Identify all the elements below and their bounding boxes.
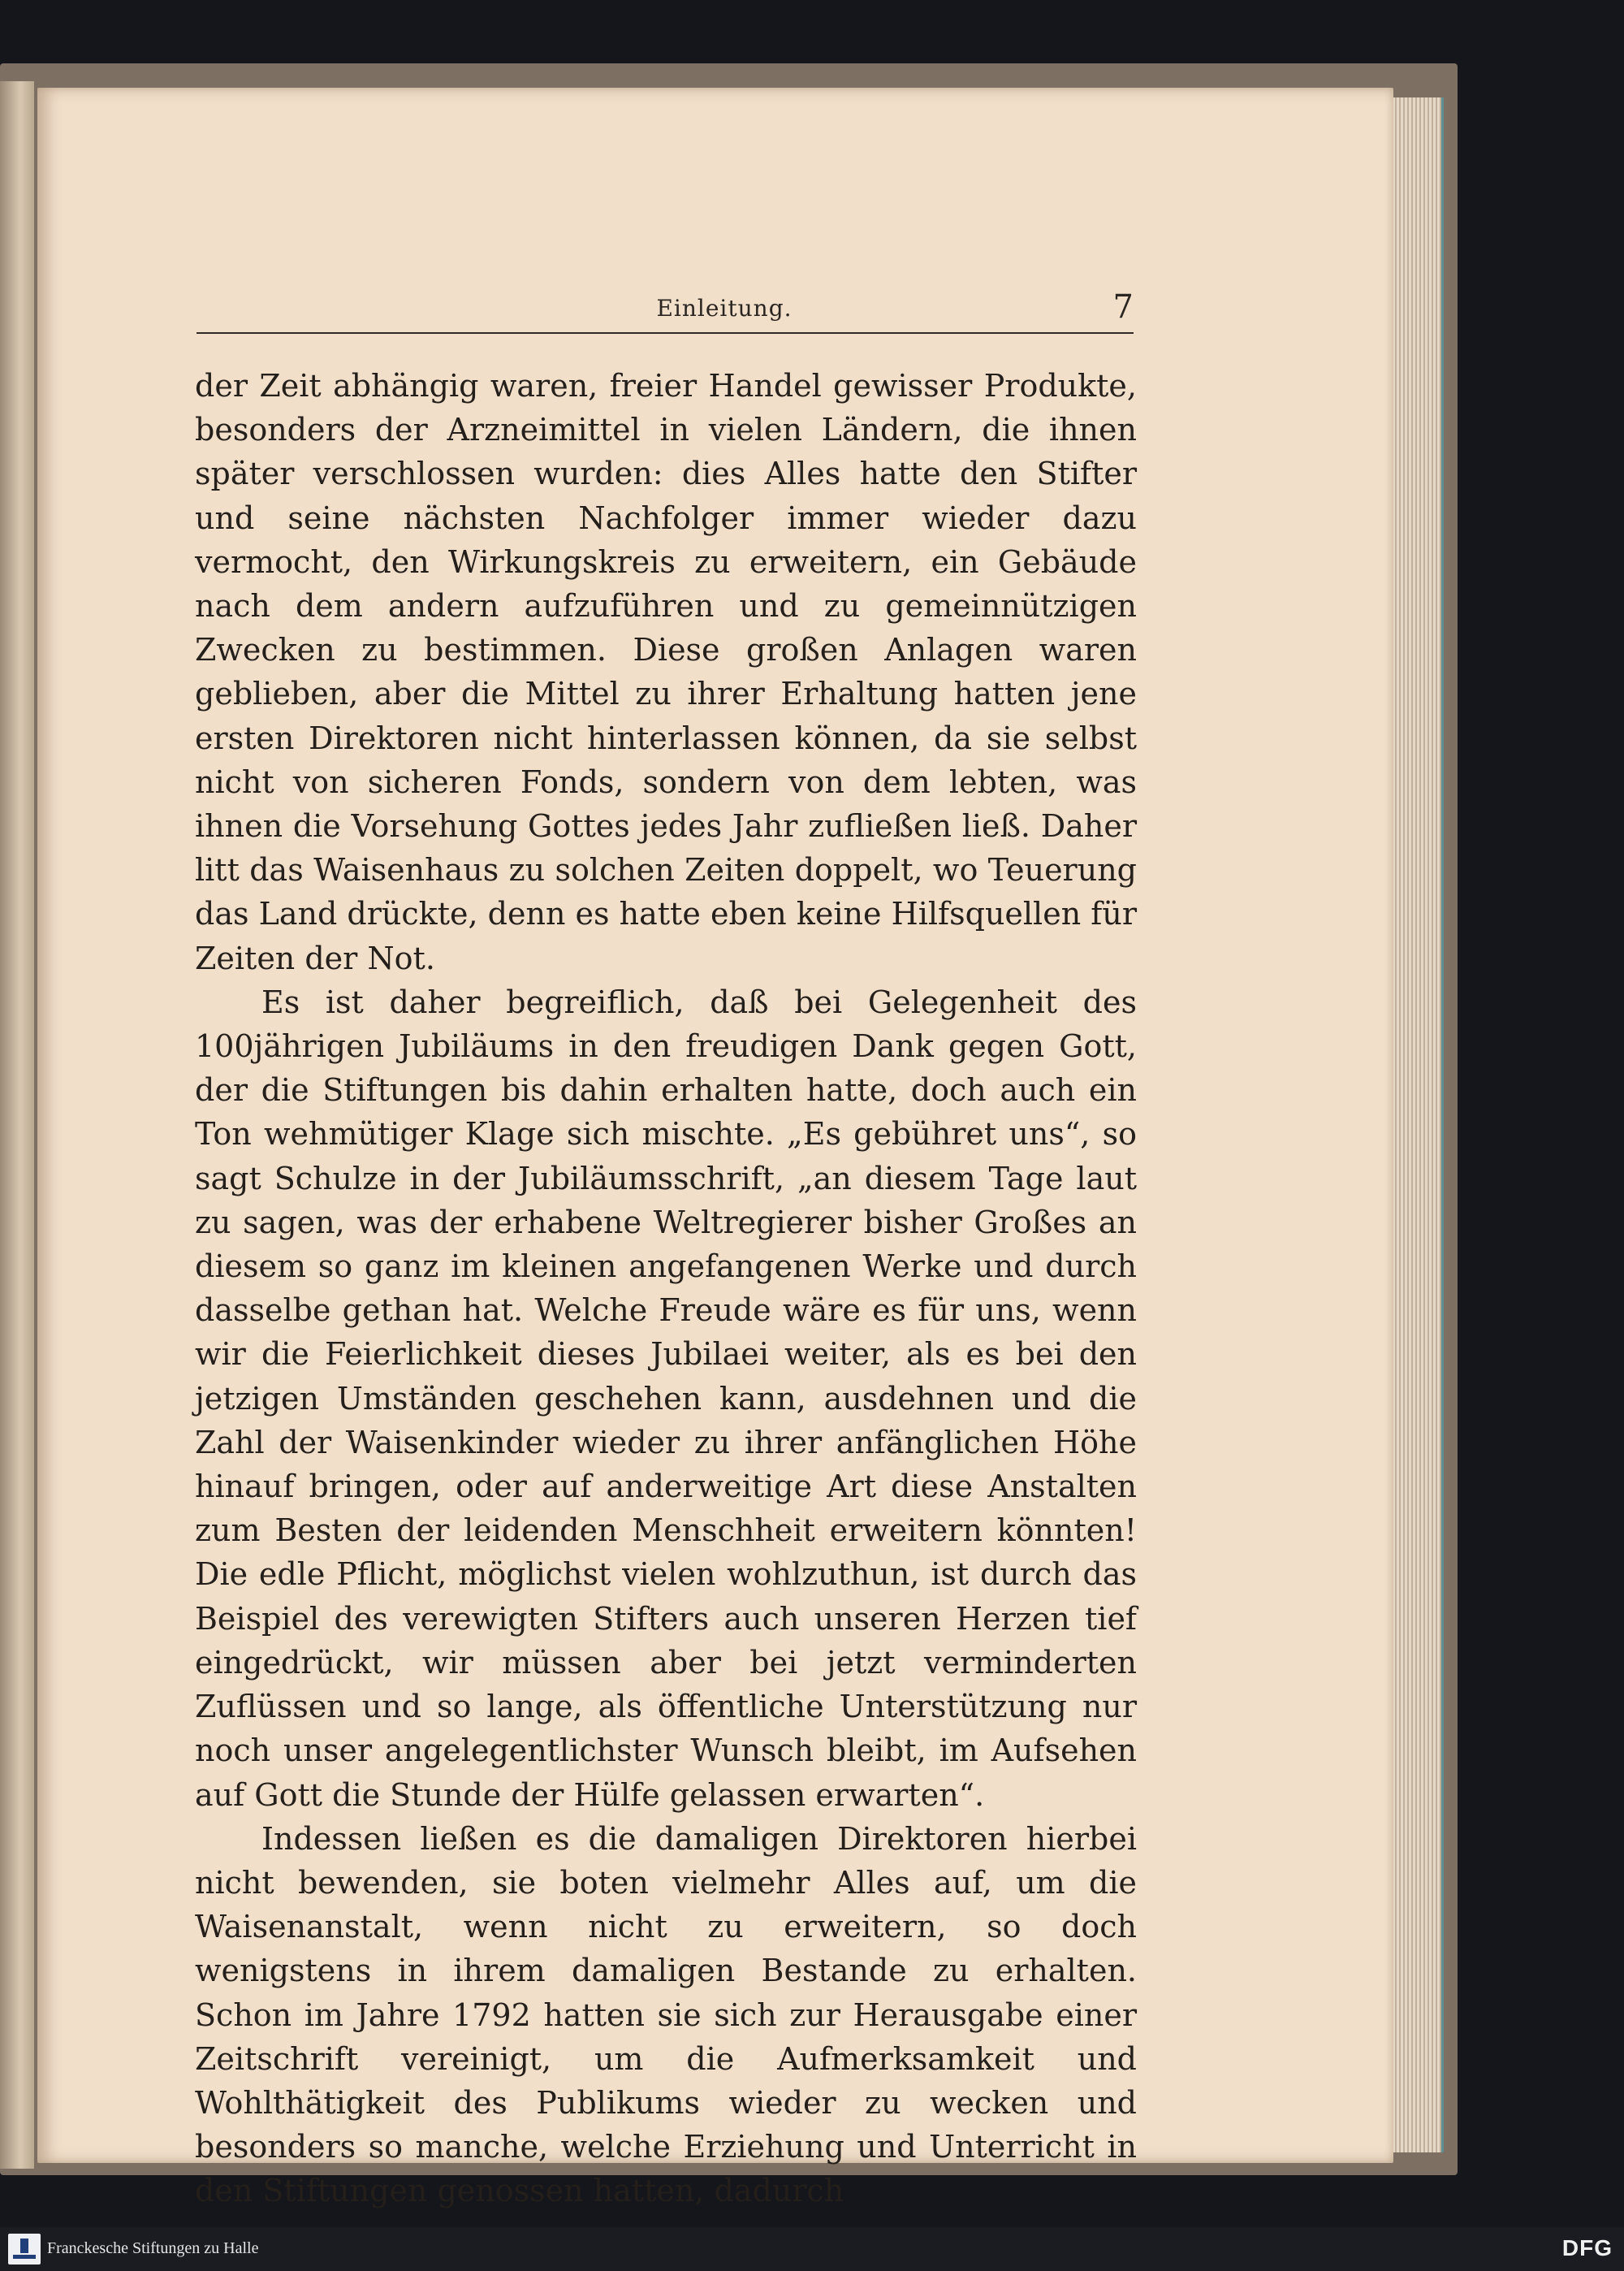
- dfg-logo: DFG: [1561, 2235, 1613, 2260]
- paragraph-1: der Zeit abhängig waren, freier Handel gewisser Produkte, besonders der Arzneimittel in vielen Ländern, die ihnen später verschlossen wurden: dies Alles hatte den Stifter und seine nächsten Nachfolger immer wieder dazu vermocht, den Wirkungskreis zu erweitern, ein Gebäude nach dem andern aufzuführen und zu gemeinnützigen Zwecken zu bestimmen. Diese großen Anlagen waren geblieben, aber die Mittel zu ihrer Erhaltung hatten jene ersten Direktoren nicht hinterlassen können, da sie selbst nicht von sicheren Fonds, sondern von dem lebten, was ihnen die Vorsehung Gottes jedes Jahr zufließen ließ. Daher litt das Waisenhaus zu solchen Zeiten doppelt, wo Teuerung das Land drückte, denn es hatte eben keine Hilfsquellen für Zeiten der Not.: [195, 368, 1137, 976]
- running-title: Einleitung.: [656, 295, 793, 322]
- left-page-edge: [0, 81, 34, 2169]
- paragraph-3: Indessen ließen es die damaligen Direktoren hierbei nicht bewenden, sie boten vielmehr Alles auf, um die Waisenanstalt, wenn nicht zu erweitern, so doch wenigstens in ihrem damaligen Bestande zu erhalten. Schon im Jahre 1792 hatten sie sich zur Herausgabe einer Zeitschrift vereinigt, um die Aufmerksamkeit und Wohlthätigkeit des Publikums wieder zu wecken und besonders so manche, welche Erziehung und Unterricht in den Stiftungen genossen hatten, dadurch: [195, 1820, 1137, 2209]
- viewer-footer: [0, 2227, 1624, 2271]
- page-number: 7: [1112, 288, 1134, 326]
- page-header: [197, 288, 1134, 331]
- paragraph-2: Es ist daher begreiflich, daß bei Gelegenheit des 100jährigen Jubiläums in den freudigen Dank gegen Gott, der die Stiftungen bis dahin erhalten hatte, doch auch ein Ton wehmütiger Klage sich mischte. „Es gebühret uns“, so sagt Schulze in der Jubiläumsschrift, „an diesem Tage laut zu sagen, was der erhabene Weltregierer bisher Großes an diesem so ganz im kleinen angefangenen Werke und durch dasselbe gethan hat. Welche Freude wäre es für uns, wenn wir die Feierlichkeit dieses Jubilaei weiter, als es bei den jetzigen Umständen geschehen kann, ausdehnen und die Zahl der Waisenkinder wieder zu ihrer anfänglichen Höhe hinauf bringen, oder auf anderweitige Art diese Anstalten zum Besten der leidenden Menschheit erweitern könnten! Die edle Pflicht, möglichst vielen wohlzuthun, ist durch das Beispiel des verewigten Stifters auch unseren Herzen tief eingedrückt, wir müssen aber bei jetzt verminderten Zuflüssen und so lange, als öffentliche Unterstützung nur noch unser angelegentlichster Wunsch bleibt, im Aufsehen auf Gott die Stunde der Hülfe gelassen erwarten“.: [195, 984, 1137, 1813]
- header-rule: [197, 332, 1134, 334]
- institution-name: Franckesche Stiftungen zu Halle: [47, 2239, 259, 2257]
- body-text: [195, 364, 1137, 2213]
- institution-logo-icon: [8, 2234, 41, 2265]
